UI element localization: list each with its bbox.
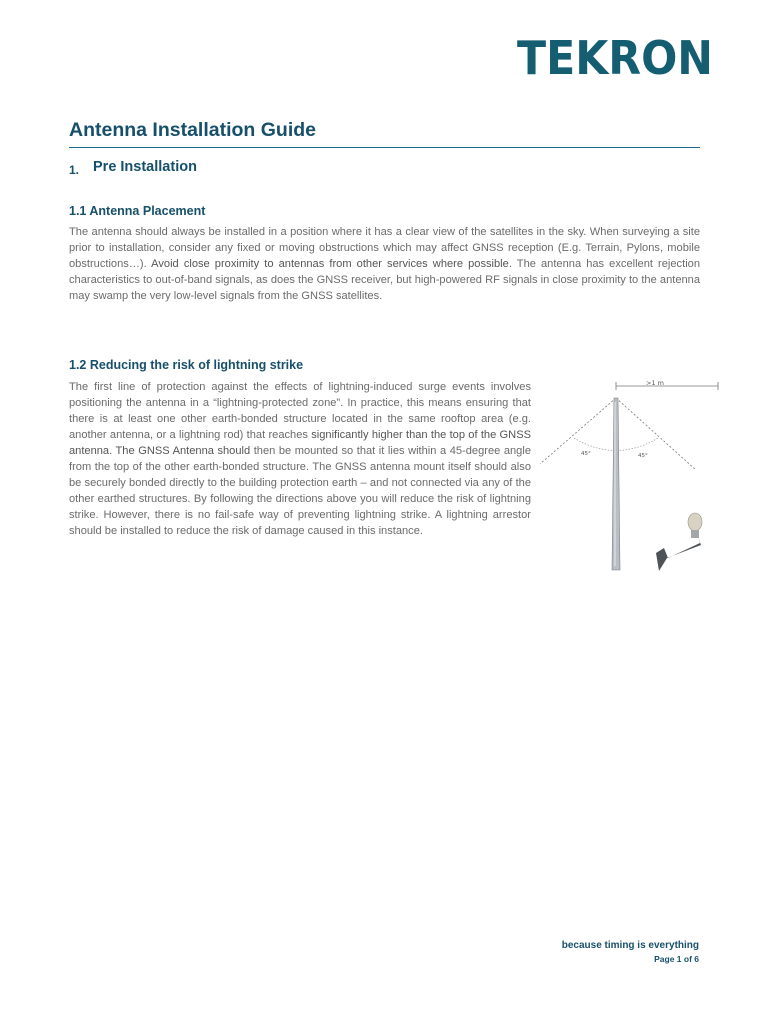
antenna-base [691, 530, 699, 538]
subsection-heading-lightning: 1.2 Reducing the risk of lightning strike [69, 358, 304, 372]
tekron-logo [516, 36, 714, 78]
svg-text:TEKRON: TEKRON [517, 36, 713, 78]
subsection-heading-antenna-placement: 1.1 Antenna Placement [69, 204, 206, 218]
gnss-antenna [688, 513, 702, 531]
angle-label-left: 45° [581, 451, 591, 457]
lightning-rod-mast [612, 398, 620, 570]
section-title: Pre Installation [93, 159, 197, 175]
paragraph-text: The antenna should always be installed in a position where it has a clear view of the satellites in the sky. When surveying a site prior to installation, consider any fixed or moving obstructions which may affect GNSS reception (E.g. Terrain, Pylons, mobile obstructions…). [69, 226, 700, 270]
lightning-protection-diagram [538, 378, 722, 578]
antenna-placement-paragraph [69, 224, 700, 304]
antenna-mount-bracket [656, 537, 701, 571]
distance-label: >1 m [646, 379, 664, 387]
footer-tagline: because timing is everything [561, 940, 699, 951]
page-number: Page 1 of 6 [654, 954, 699, 964]
lightning-paragraph [69, 379, 531, 539]
page-title: Antenna Installation Guide [69, 119, 317, 141]
paragraph-text: The antenna has excellent rejection characteristics to out-of-band signals, as does the GNSS receiver, but high-powered RF signals in close proximity to the antenna may swamp the very low-level signals from the GNSS satellites. [69, 258, 700, 302]
paragraph-emphasis: Avoid close proximity to antennas from other services where possible. [151, 258, 512, 270]
paragraph-text: The first line of protection against the effects of lightning-induced surge events involves positioning the antenna in a “lightning-protected zone”. In practice, this means ensuring that there is at least one other earth-bonded structure located in the same rooftop area (e.g. another antenna, or a lightning rod) that reaches [69, 381, 531, 441]
paragraph-text: then be mounted so that it lies within a 45-degree angle from the top of the other earth-bonded structure. The GNSS antenna mount itself should also be securely bonded directly to the building protection earth – and not connected via any of the other earthed structures. By following the directions above you will reduce the risk of lightning strike. However, there is no fail-safe way of preventing lightning strike. A lightning arrestor should be installed to reduce the risk of damage caused in this instance. [69, 445, 531, 537]
section-number: 1. [69, 163, 80, 177]
title-divider [69, 147, 700, 148]
angle-label-right: 45° [638, 453, 648, 459]
protection-cone-right [616, 398, 696, 470]
paragraph-emphasis: significantly higher than the top of the GNSS antenna. The GNSS Antenna should [69, 429, 531, 457]
protection-cone-left [540, 398, 616, 464]
